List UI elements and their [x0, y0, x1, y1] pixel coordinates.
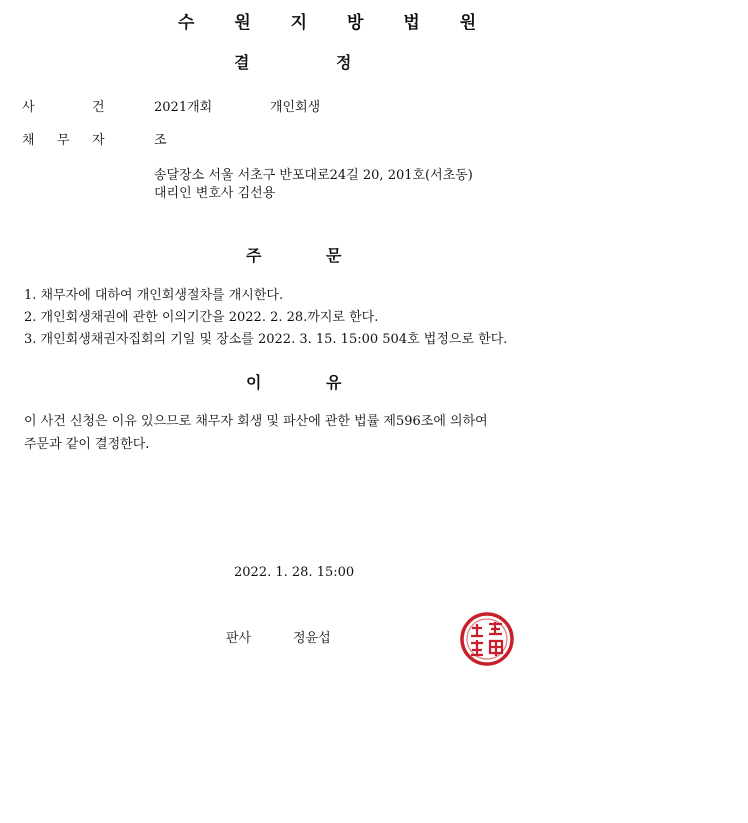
case-label-2: 건 — [92, 100, 105, 115]
judge-name: 정윤섭 — [293, 631, 331, 646]
case-label-1: 사 — [22, 100, 35, 115]
order-item-1: 1. 채무자에 대하여 개인회생절차를 개시한다. — [24, 288, 284, 303]
order-heading-char-2: 문 — [326, 246, 342, 265]
judge-title: 판사 — [226, 631, 252, 646]
reason-heading-char-2: 유 — [326, 373, 342, 392]
document-type-char-2: 정 — [336, 53, 352, 72]
debtor-agent: 대리인 변호사 김선용 — [154, 186, 276, 201]
case-number: 2021개회 — [154, 100, 213, 115]
debtor-label-3: 자 — [92, 133, 105, 148]
debtor-name: 조 — [154, 133, 167, 148]
order-heading-char-1: 주 — [246, 246, 262, 265]
order-item-3: 3. 개인회생채권자집회의 기일 및 장소를 2022. 3. 15. 15:00 504호 법정으로 한다. — [24, 332, 508, 347]
debtor-label-1: 채 — [22, 133, 35, 148]
document-type-char-1: 결 — [234, 53, 250, 72]
case-name: 개인회생 — [270, 100, 321, 115]
order-item-2: 2. 개인회생채권에 관한 이의기간을 2022. 2. 28.까지로 한다. — [24, 310, 379, 325]
reason-heading-char-1: 이 — [246, 373, 262, 392]
court-title: 수 원 지 방 법 원 — [178, 13, 494, 33]
court-seal-icon — [458, 610, 516, 668]
decision-date: 2022. 1. 28. 15:00 — [234, 565, 355, 580]
reason-line-1: 이 사건 신청은 이유 있으므로 채무자 회생 및 파산에 관한 법률 제596조에 의하여 — [24, 414, 488, 429]
reason-line-2: 주문과 같이 결정한다. — [24, 437, 150, 452]
debtor-address: 송달장소 서울 서초구 반포대로24길 20, 201호(서초동) — [154, 168, 473, 183]
debtor-label-2: 무 — [57, 133, 70, 148]
